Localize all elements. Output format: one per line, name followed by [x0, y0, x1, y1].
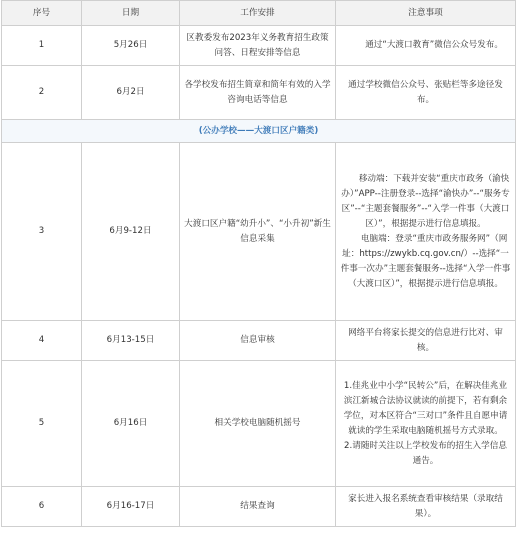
row-date: 5月26日	[82, 26, 180, 66]
table-row	[2, 361, 516, 487]
row-task: 区教委发布2023年义务教育招生政策问答、日程安排等信息	[180, 26, 336, 66]
table-row	[2, 321, 516, 361]
row-task: 大渡口区户籍“幼升小”、“小升初”新生信息采集	[180, 143, 336, 321]
row-notes	[336, 66, 516, 120]
row-task: 信息审核	[180, 321, 336, 361]
note-text: 移动端：下载并安装“重庆市政务（渝快办）”APP--注册登录--选择“渝快办”--“服务专区”--“主题套餐服务”--“入学一件事（大渡口区）”，根据提示进行信息填报。	[341, 173, 510, 229]
row-task: 各学校发布招生简章和简年有效的入学咨询电话等信息	[180, 66, 336, 120]
table-row	[2, 487, 516, 527]
header-date: 日期	[82, 1, 180, 26]
note-text: 2.请随时关注以上学校发布的招生入学信息通告。	[344, 440, 507, 466]
row-no: 1	[2, 26, 82, 66]
table-row	[2, 26, 516, 66]
row-no: 4	[2, 321, 82, 361]
note-text: 通过学校微信公众号、张贴栏等多途径发布。	[348, 79, 503, 105]
row-notes	[336, 26, 516, 66]
row-notes	[336, 487, 516, 527]
row-date: 6月9-12日	[82, 143, 180, 321]
row-notes	[336, 143, 516, 321]
note-text: 家长进入报名系统查看审核结果（录取结果）。	[348, 493, 503, 519]
table-row	[2, 143, 516, 321]
table-row	[2, 66, 516, 120]
header-notes: 注意事项	[336, 1, 516, 26]
row-no: 6	[2, 487, 82, 527]
row-task: 结果查询	[180, 487, 336, 527]
row-date: 6月16-17日	[82, 487, 180, 527]
row-no: 3	[2, 143, 82, 321]
row-no: 5	[2, 361, 82, 487]
note-text: 电脑端：登录“重庆市政务服务网”（网址：https://zwykb.cq.gov.cn/）--选择“一件事一次办”主题套餐服务--选择“入学一件事（大渡口区）”，根据提示进行信息填报。	[340, 233, 511, 289]
row-date: 6月16日	[82, 361, 180, 487]
row-date: 6月13-15日	[82, 321, 180, 361]
enrollment-schedule-table	[1, 0, 516, 527]
header-no: 序号	[2, 1, 82, 26]
note-text: 通过“大渡口教育”微信公众号发布。	[365, 40, 503, 50]
row-no: 2	[2, 66, 82, 120]
row-notes	[336, 321, 516, 361]
table-header-row	[2, 1, 516, 26]
section-row	[2, 120, 516, 143]
row-notes	[336, 361, 516, 487]
note-text: 1.佳兆业中小学“民转公”后，在解决佳兆业滨江新城合法协议就读的前提下，若有剩余学位，对本区符合“三对口”条件且自愿申请就读的学生采取电脑随机摇号方式录取。	[343, 380, 508, 436]
section-title: (公办学校——大渡口区户籍类)	[2, 120, 516, 143]
header-task: 工作安排	[180, 1, 336, 26]
row-date: 6月2日	[82, 66, 180, 120]
row-task: 相关学校电脑随机摇号	[180, 361, 336, 487]
note-text: 网络平台将家长提交的信息进行比对、审核。	[348, 327, 503, 353]
